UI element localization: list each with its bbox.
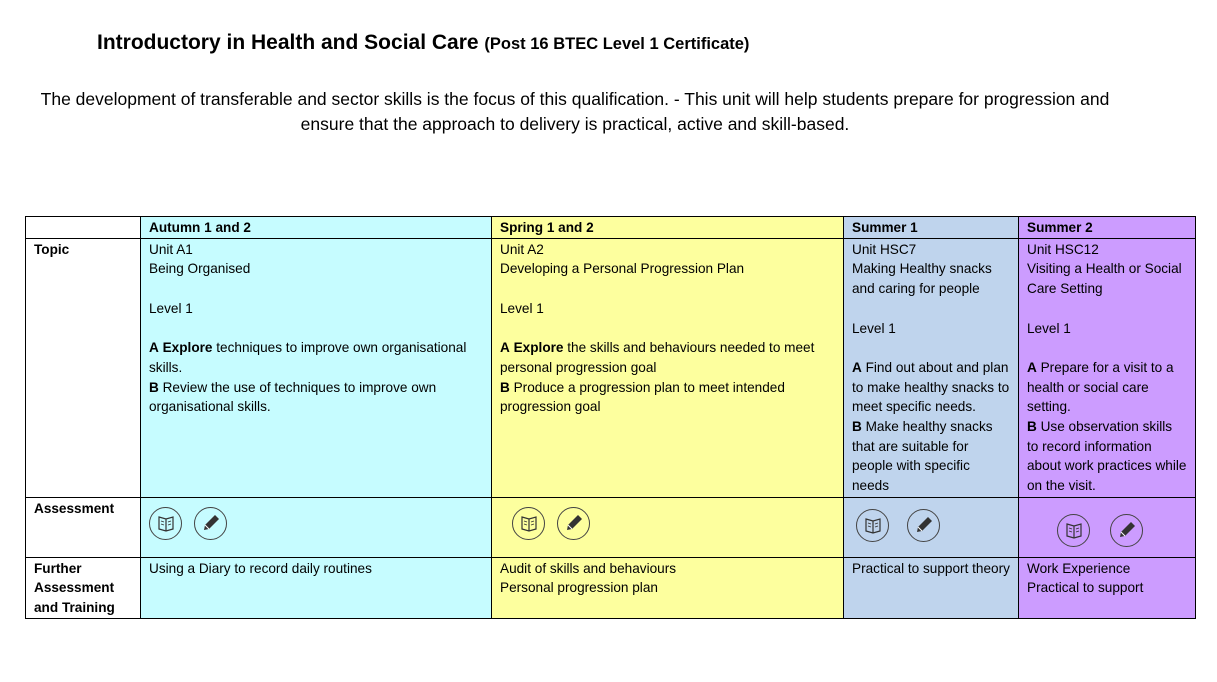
assessment-cell-summer1 — [844, 497, 1019, 557]
column-header-autumn: Autumn 1 and 2 — [141, 217, 492, 239]
title-main: Introductory in Health and Social Care — [97, 31, 479, 54]
column-header-summer2: Summer 2 — [1019, 217, 1196, 239]
unit-name: Visiting a Health or Social Care Setting — [1027, 261, 1182, 297]
column-header-spring: Spring 1 and 2 — [492, 217, 844, 239]
objective-a: A Explore the skills and behaviours needed to meet personal progression goal — [500, 340, 815, 375]
assessment-cell-summer2 — [1019, 497, 1196, 557]
further-cell-spring — [492, 557, 844, 618]
unit-level: Level 1 — [500, 300, 544, 316]
title-subtitle: (Post 16 BTEC Level 1 Certificate) — [484, 35, 750, 53]
intro-paragraph: The development of transferable and sector skills is the focus of this qualification. - This unit will help students prepare for progression and ensure that the approach to delivery is practical, active and skill-based. — [40, 89, 1110, 134]
topic-cell-summer2 — [1019, 238, 1196, 497]
objective-b: B Make healthy snacks that are suitable for people with specific needs — [852, 419, 993, 494]
page-title — [97, 31, 749, 55]
book-icon — [149, 507, 182, 540]
pencil-icon — [194, 507, 227, 540]
header-empty-cell — [26, 217, 141, 239]
unit-name: Making Healthy snacks and caring for people — [852, 261, 992, 297]
topic-cell-spring — [492, 238, 844, 497]
further-line: Using a Diary to record daily routines — [149, 560, 372, 576]
column-header-summer1: Summer 1 — [844, 217, 1019, 239]
objective-b: B Produce a progression plan to meet intended progression goal — [500, 379, 785, 415]
unit-code: Unit A1 — [149, 241, 193, 257]
further-line: Audit of skills and behaviours — [500, 560, 677, 576]
row-label-further: Further Assessment and Training — [26, 557, 141, 618]
unit-code: Unit A2 — [500, 241, 544, 257]
further-cell-autumn — [141, 557, 492, 618]
further-row — [26, 557, 1196, 618]
topic-cell-autumn — [141, 238, 492, 497]
objective-a: A Prepare for a visit to a health or social care setting. — [1027, 359, 1174, 415]
assessment-row — [26, 497, 1196, 557]
pencil-icon — [907, 509, 940, 542]
objective-b: B Use observation skills to record information about work practices while on the visit. — [1027, 419, 1187, 494]
unit-level: Level 1 — [852, 320, 896, 336]
unit-level: Level 1 — [1027, 320, 1071, 336]
assessment-cell-autumn — [141, 497, 492, 557]
book-icon — [1057, 514, 1090, 547]
book-icon — [856, 509, 889, 542]
topic-cell-summer1 — [844, 238, 1019, 497]
further-line: Practical to support theory — [852, 560, 1010, 576]
objective-b: B Review the use of techniques to improve own organisational skills. — [149, 379, 437, 415]
curriculum-table — [25, 216, 1196, 619]
table-header-row — [26, 217, 1196, 239]
topic-row — [26, 238, 1196, 497]
book-icon — [512, 507, 545, 540]
unit-code: Unit HSC7 — [852, 241, 917, 257]
pencil-icon — [1110, 514, 1143, 547]
objective-a: A Find out about and plan to make healthy snacks to meet specific needs. — [852, 359, 1010, 415]
further-cell-summer2 — [1019, 557, 1196, 618]
unit-level: Level 1 — [149, 300, 193, 316]
objective-a: A Explore techniques to improve own organisational skills. — [149, 340, 467, 375]
row-label-assessment: Assessment — [26, 497, 141, 557]
unit-name: Developing a Personal Progression Plan — [500, 261, 745, 277]
further-line: Practical to support — [1027, 580, 1144, 596]
row-label-topic: Topic — [26, 238, 141, 497]
unit-name: Being Organised — [149, 261, 251, 277]
further-cell-summer1 — [844, 557, 1019, 618]
unit-code: Unit HSC12 — [1027, 241, 1099, 257]
pencil-icon — [557, 507, 590, 540]
further-line: Personal progression plan — [500, 580, 658, 596]
further-line: Work Experience — [1027, 560, 1131, 576]
assessment-cell-spring — [492, 497, 844, 557]
